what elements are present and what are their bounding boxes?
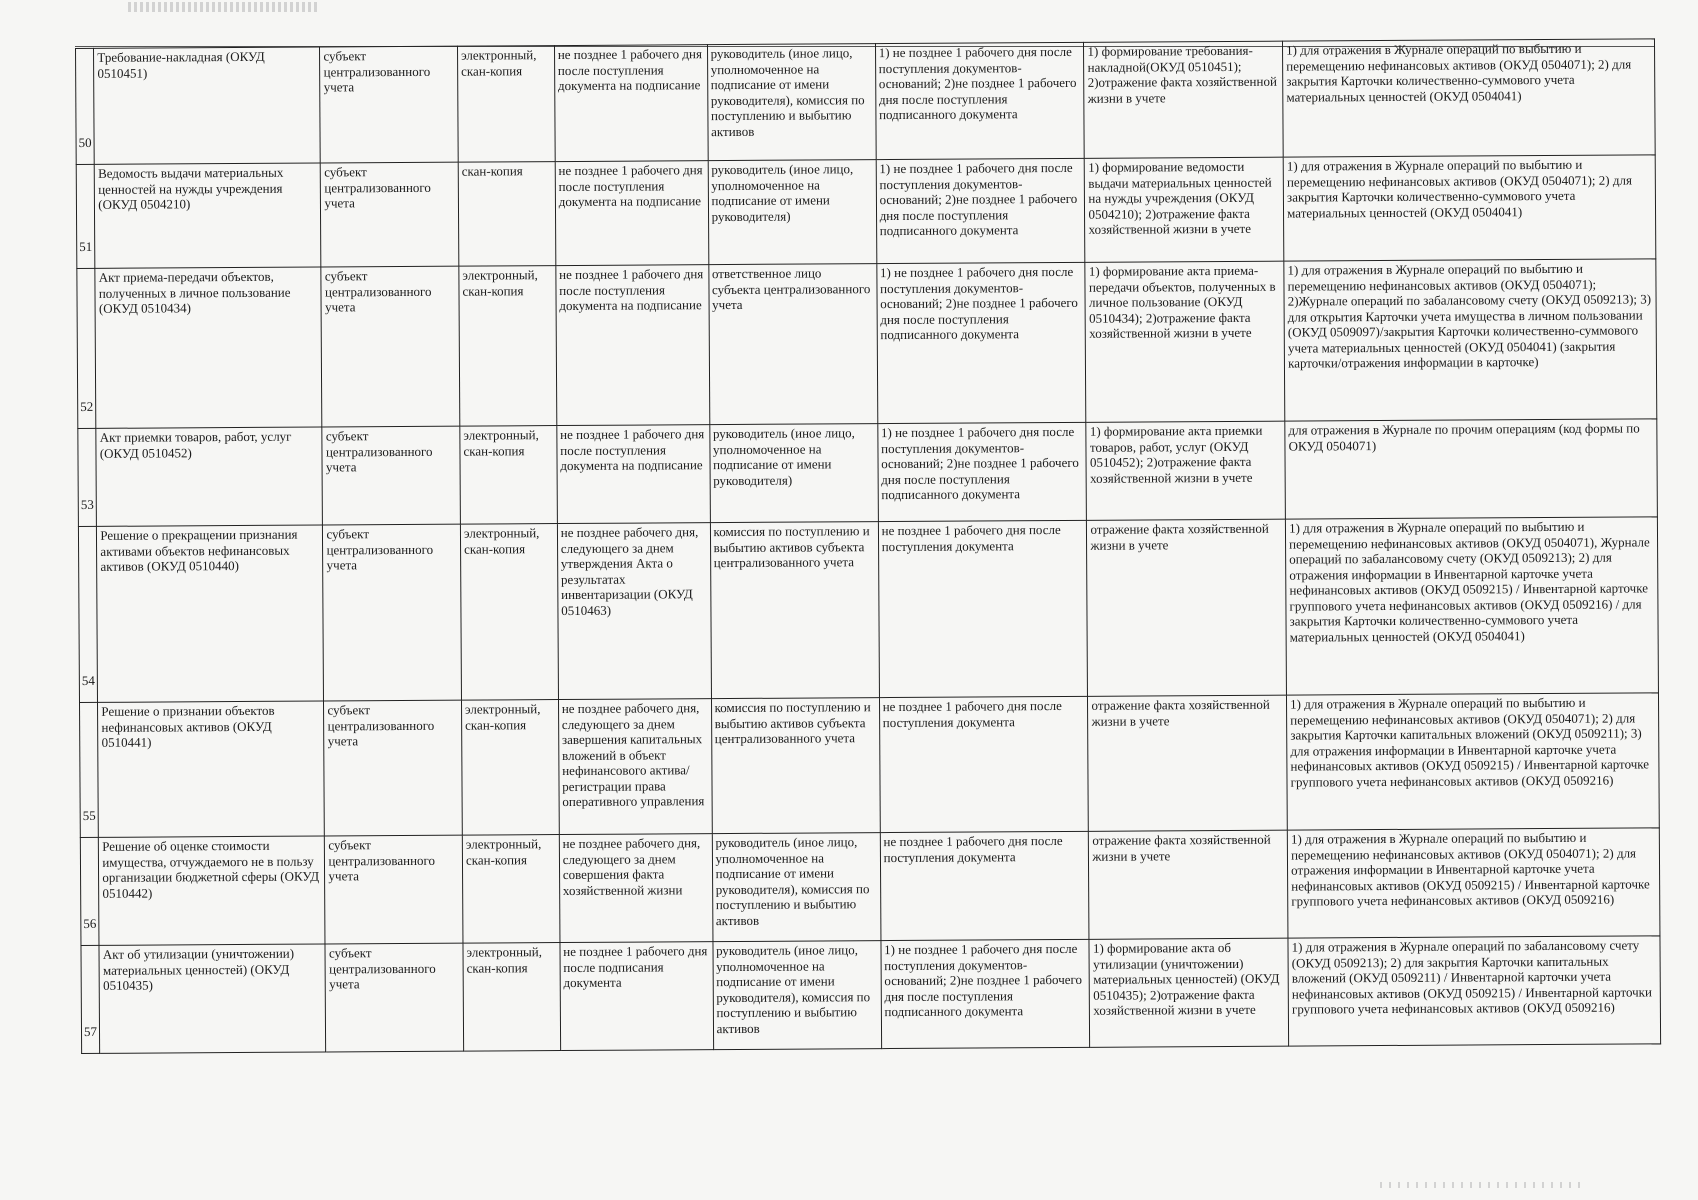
creator: субъект централизованного учета [323, 524, 462, 701]
signing-deadline: не позднее 1 рабочего дня после поступления документа на подписание [555, 161, 708, 266]
creator: субъект централизованного учета [322, 426, 460, 525]
signer: руководитель (иное лицо, уполномоченное на подписание от имени руководителя) [709, 424, 878, 523]
processing-deadline: 1) не позднее 1 рабочего дня после поступления документов-оснований; 2)не позднее 1 рабочего дня после поступления подписанного документа [876, 158, 1085, 263]
document-form: электронный, скан-копия [457, 46, 554, 163]
signing-deadline: не позднее рабочего дня, следующего за днем совершения факта хозяйственной жизни [559, 834, 712, 943]
accounting-registers: 1) для отражения в Журнале операций по выбытию и перемещению нефинансовых активов (ОКУД 0504071); 2) для закрытия Карточки капитальных вложений (ОКУД 0509211); 3) для отражения информации в Инвентарной карточке учета нефинансовых активов (ОКУД 0509215) / Инвентарной карточке группового учета нефинансовых активов (ОКУД 0509216) [1287, 693, 1660, 830]
accounting-registers: 1) для отражения в Журнале операций по выбытию и перемещению нефинансовых активов (ОКУД 0504071); 2)Журнале операций по забалансовому счету (ОКУД 0509213); 3) для открытия Карточки учета имущества в личном пользовании (ОКУД 0509097)/закрытия Карточки количественно-суммового учета материальных ценностей (ОКУД 0504041) (закрытия карточки/отражения информации в карточке) [1284, 259, 1657, 421]
signing-deadline: не позднее 1 рабочего дня после подписания документа [560, 942, 713, 1051]
document-form: электронный, скан-копия [459, 266, 557, 427]
creator: субъект централизованного учета [321, 162, 459, 267]
creator: субъект централизованного учета [325, 943, 463, 1052]
purpose: 1) формирование акта об утилизации (уничтожении) материальных ценностей) (ОКУД 0510435); 2)отражение факта хозяйственной жизни в учете [1089, 938, 1288, 1047]
signer: руководитель (иное лицо, уполномоченное на подписание от имени руководителя), комиссия по поступлению и выбытию активов [712, 833, 881, 942]
processing-deadline: не позднее 1 рабочего дня после поступления документа [880, 831, 1089, 940]
document-name: Решение о признании объектов нефинансовых активов (ОКУД 0510441) [98, 701, 325, 837]
document-form: электронный, скан-копия [463, 943, 560, 1052]
table-row [80, 828, 1660, 946]
document-name: Акт приемки товаров, работ, услуг (ОКУД 0510452) [96, 427, 323, 526]
document-name: Акт приема-передачи объектов, полученных в личное пользование (ОКУД 0510434) [95, 267, 322, 428]
document-name: Акт об утилизации (уничтожении) материальных ценностей) (ОКУД 0510435) [99, 944, 326, 1053]
processing-deadline: 1) не позднее 1 рабочего дня после поступления документов-оснований; 2)не позднее 1 рабочего дня после поступления подписанного документа [876, 262, 1086, 423]
signing-deadline: не позднее 1 рабочего дня после поступления документа на подписание [554, 45, 708, 162]
purpose: отражение факта хозяйственной жизни в учете [1089, 830, 1288, 939]
row-number: 57 [81, 945, 100, 1053]
creator: субъект централизованного учета [321, 266, 459, 427]
purpose: 1) формирование ведомости выдачи материальных ценностей на нужды учреждения (ОКУД 0504210); 2)отражение факта хозяйственной жизни в учете [1085, 157, 1284, 262]
table-row [76, 39, 1656, 165]
purpose: 1) формирование акта приемки товаров, работ, услуг (ОКУД 0510452); 2)отражение факта хозяйственной жизни в учете [1086, 421, 1285, 520]
processing-deadline: не позднее 1 рабочего дня после поступления документа [878, 520, 1088, 697]
processing-deadline: 1) не позднее 1 рабочего дня после поступления документов-оснований; 2)не позднее 1 рабочего дня после поступления подписанного документа [881, 939, 1090, 1048]
processing-deadline: 1) не позднее 1 рабочего дня после поступления документов-оснований; 2)не позднее 1 рабочего дня после поступления подписанного документа [877, 422, 1086, 521]
creator: субъект централизованного учета [320, 46, 458, 163]
processing-deadline: не позднее 1 рабочего дня после поступления документа [879, 696, 1089, 832]
signer: комиссия по поступлению и выбытию активов субъекта централизованного учета [710, 522, 879, 699]
document-name: Решение о прекращении признания активами объектов нефинансовых активов (ОКУД 0510440) [97, 525, 324, 702]
purpose: отражение факта хозяйственной жизни в учете [1088, 695, 1287, 831]
processing-deadline: 1) не позднее 1 рабочего дня после поступления документов-оснований; 2)не позднее 1 рабочего дня после поступления подписанного документа [875, 42, 1085, 159]
table-row [77, 259, 1657, 429]
row-number: 55 [79, 702, 98, 837]
row-number: 51 [76, 164, 95, 268]
signer: руководитель (иное лицо, уполномоченное на подписание от имени руководителя) [708, 160, 877, 265]
document-form: электронный, скан-копия [460, 426, 557, 525]
row-number: 53 [78, 428, 97, 526]
document-name: Решение об оценке стоимости имущества, отчуждаемого не в пользу организации бюджетной сферы (ОКУД 0510442) [99, 836, 326, 945]
row-number: 54 [78, 526, 97, 702]
accounting-registers: 1) для отражения в Журнале операций по выбытию и перемещению нефинансовых активов (ОКУД 0504071); 2) для закрытия Карточки количественно-суммового учета материальных ценностей (ОКУД 0504041) [1283, 155, 1656, 261]
document-name: Требование-накладная (ОКУД 0510451) [94, 47, 321, 164]
signer: руководитель (иное лицо, уполномоченное на подписание от имени руководителя), комиссия по поступлению и выбытию активов [713, 941, 882, 1050]
row-number: 56 [80, 837, 99, 945]
accounting-registers: 1) для отражения в Журнале операций по забалансовому счету (ОКУД 0509213); 2) для закрытия Карточки капитальных вложений (ОКУД 0509211) / Инвентарной карточки учета нефинансовых активов (ОКУД 0509215) / Инвентарной карточки группового учета нефинансовых активов (ОКУД 0509216) [1288, 936, 1661, 1046]
purpose: отражение факта хозяйственной жизни в учете [1087, 519, 1287, 696]
table-row [81, 936, 1661, 1054]
creator: субъект централизованного учета [324, 700, 462, 836]
signing-deadline: не позднее рабочего дня, следующего за днем утверждения Акта о результатах инвентаризации (ОКУД 0510463) [557, 523, 711, 700]
accounting-registers: для отражения в Журнале по прочим операциям (код формы по ОКУД 0504071) [1285, 419, 1657, 519]
document-name: Ведомость выдачи материальных ценностей на нужды учреждения (ОКУД 0504210) [95, 163, 322, 268]
signing-deadline: не позднее 1 рабочего дня после поступления документа на подписание [556, 265, 710, 426]
creator: субъект централизованного учета [325, 835, 463, 944]
signer: руководитель (иное лицо, уполномоченное на подписание от имени руководителя), комиссия по поступлению и выбытию активов [707, 44, 876, 161]
table-row [79, 693, 1659, 838]
signing-deadline: не позднее рабочего дня, следующего за днем завершения капитальных вложений в объект нефинансового актива/регистрации права оперативного управления [558, 699, 712, 835]
document-form: электронный, скан-копия [460, 524, 558, 701]
row-number: 52 [77, 268, 96, 428]
accounting-registers: 1) для отражения в Журнале операций по выбытию и перемещению нефинансовых активов (ОКУД 0504071); 2) для закрытия Карточки количественно-суммового учета материальных ценностей (ОКУД 0504041) [1283, 39, 1656, 157]
document-table [75, 38, 1661, 1054]
table-row [76, 155, 1656, 269]
scan-artifact [1380, 1182, 1580, 1188]
table-row [78, 517, 1658, 703]
document-form: скан-копия [458, 162, 555, 267]
accounting-registers: 1) для отражения в Журнале операций по выбытию и перемещению нефинансовых активов (ОКУД 0504071); 2) для отражения информации в Инвентарной карточке учета нефинансовых активов (ОКУД 0509215) / Инвентарной карточке группового учета нефинансовых активов (ОКУД 0509216) [1287, 828, 1660, 938]
purpose: 1) формирование требования-накладной(ОКУД 0510451); 2)отражение факта хозяйственной жизни в учете [1084, 41, 1283, 158]
purpose: 1) формирование акта приема-передачи объектов, полученных в личное пользование (ОКУД 0510434); 2)отражение факта хозяйственной жизни в учете [1085, 261, 1285, 422]
scan-artifact [128, 2, 318, 12]
row-number: 50 [76, 48, 95, 164]
document-form: электронный, скан-копия [461, 700, 559, 836]
signer: комиссия по поступлению и выбытию активов субъекта централизованного учета [711, 698, 880, 834]
signing-deadline: не позднее 1 рабочего дня после поступления документа на подписание [557, 425, 710, 524]
signer: ответственное лицо субъекта централизованного учета [708, 264, 877, 425]
table-row [78, 419, 1658, 527]
document-form: электронный, скан-копия [462, 835, 559, 944]
accounting-registers: 1) для отражения в Журнале операций по выбытию и перемещению нефинансовых активов (ОКУД 0504071), Журнале операций по забалансовому счету (ОКУД 0509213); 2) для отражения информации в Инвентарной карточке учета нефинансовых активов (ОКУД 0509215) / Инвентарной карточке группового учета нефинансовых активов (ОКУД 0509216) / для закрытия Карточки количественно-суммового учета материальных ценностей (ОКУД 0504041) [1285, 517, 1658, 695]
